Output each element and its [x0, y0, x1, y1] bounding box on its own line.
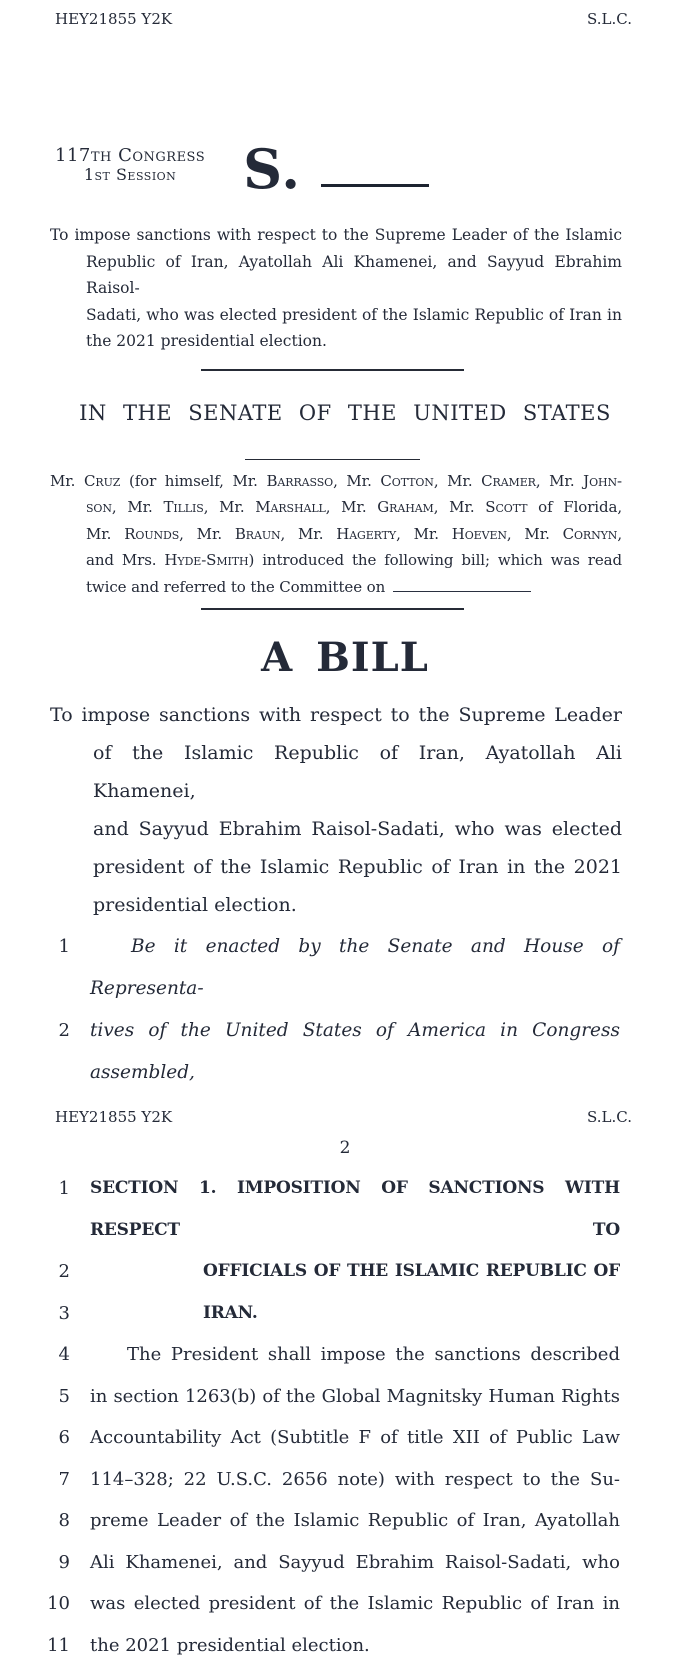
numbered-line: [0, 1583, 690, 1625]
line-number: 10: [0, 1583, 70, 1625]
line-number: 1: [0, 926, 70, 1010]
senator-name: Barrasso: [267, 472, 334, 490]
senator-name: Rounds: [124, 525, 179, 543]
text-segment: , Mr.: [536, 472, 583, 490]
congress-bill-row: [55, 146, 690, 192]
sponsor-line: [50, 468, 622, 495]
text-segment: , Mr.: [281, 525, 337, 543]
sponsor-line: [50, 521, 622, 548]
line-number: 9: [0, 1542, 70, 1584]
line-number: 11: [0, 1625, 70, 1666]
text-segment: and Mrs.: [86, 551, 164, 569]
text-segment: ,: [617, 525, 622, 543]
page-number: 2: [0, 1138, 690, 1158]
line-number: 6: [0, 1417, 70, 1459]
slc-code: S.L.C.: [587, 1108, 632, 1126]
enacting-text: Be it enacted by the Senate and House of Representa-: [90, 926, 620, 1010]
purpose-line: presidential election.: [50, 886, 622, 924]
senator-name: Scott: [485, 498, 527, 516]
line-number: 2: [0, 1010, 70, 1094]
numbered-line: [0, 1334, 690, 1376]
text-segment: twice and referred to the Committee on: [86, 578, 390, 596]
senator-name: Braun: [235, 525, 281, 543]
purpose-line: Sadati, who was elected president of the Islamic Republic of Iran in: [50, 302, 622, 329]
separator-rule: [201, 608, 464, 610]
line-number: 1: [0, 1168, 70, 1251]
text-segment: (for himself, Mr.: [120, 472, 266, 490]
separator-rule: [201, 369, 464, 371]
text-segment: ) introduced the following bill; which was read: [249, 551, 623, 569]
senator-name: Cramer: [481, 472, 536, 490]
draft-code: HEY21855 Y2K: [55, 1108, 172, 1126]
purpose-line: the 2021 presidential election.: [50, 328, 622, 355]
senator-name: John-: [583, 472, 622, 490]
senator-name: son: [86, 498, 112, 516]
senator-name: Cornyn: [563, 525, 618, 543]
senator-name: Hoeven: [452, 525, 507, 543]
section-line: IRAN.: [90, 1293, 620, 1335]
senator-name: Hagerty: [336, 525, 396, 543]
numbered-line: [0, 926, 690, 1010]
text-segment: , Mr.: [326, 498, 378, 516]
text-segment: , Mr.: [507, 525, 563, 543]
bill-purpose-paragraph: [50, 696, 622, 924]
bill-number-blank-line: [321, 184, 429, 187]
slc-code: S.L.C.: [587, 10, 632, 28]
purpose-line: of the Islamic Republic of Iran, Ayatollah Ali Khamenei,: [50, 734, 622, 810]
section-line: Accountability Act (Subtitle F of title XII of Public Law: [90, 1417, 620, 1459]
text-segment: , Mr.: [434, 472, 481, 490]
section-line: the 2021 presidential election.: [90, 1625, 620, 1666]
text-segment: of Florida,: [527, 498, 622, 516]
section-text: [0, 1168, 690, 1666]
line-number: 5: [0, 1376, 70, 1418]
bill-number: [243, 146, 429, 192]
text-segment: Mr.: [86, 525, 124, 543]
sponsor-line: [50, 494, 622, 521]
senator-name: Graham: [377, 498, 433, 516]
enacting-clause: [0, 926, 690, 1094]
enacting-text: tives of the United States of America in Congress assembled,: [90, 1010, 620, 1094]
section-line: was elected president of the Islamic Republic of Iran in: [90, 1583, 620, 1625]
numbered-line: [0, 1293, 690, 1335]
numbered-line: [0, 1500, 690, 1542]
purpose-line: Republic of Iran, Ayatollah Ali Khamenei, and Sayyud Ebrahim Raisol-: [50, 249, 622, 302]
separator-rule-thin: [245, 459, 420, 460]
purpose-line: To impose sanctions with respect to the Supreme Leader: [50, 696, 622, 734]
sponsor-line: [50, 547, 622, 574]
line-number: 7: [0, 1459, 70, 1501]
numbered-line: [0, 1459, 690, 1501]
senator-name: Marshall: [255, 498, 325, 516]
section-line: preme Leader of the Islamic Republic of Iran, Ayatollah: [90, 1500, 620, 1542]
sponsor-line: [50, 574, 622, 601]
page1-header: [0, 0, 690, 28]
numbered-line: [0, 1010, 690, 1094]
text-segment: , Mr.: [179, 525, 235, 543]
numbered-line: [0, 1168, 690, 1251]
purpose-line: and Sayyud Ebrahim Raisol-Sadati, who was elected: [50, 810, 622, 848]
section-line: OFFICIALS OF THE ISLAMIC REPUBLIC OF: [90, 1251, 620, 1293]
committee-blank-line: [393, 576, 531, 591]
section-line: SECTION 1. IMPOSITION OF SANCTIONS WITH RESPECT TO: [90, 1168, 620, 1251]
bill-prefix: S.: [243, 146, 301, 192]
numbered-line: [0, 1376, 690, 1418]
line-number: 8: [0, 1500, 70, 1542]
section-line: The President shall impose the sanctions described: [90, 1334, 620, 1376]
numbered-line: [0, 1251, 690, 1293]
text-segment: , Mr.: [396, 525, 452, 543]
draft-code: HEY21855 Y2K: [55, 10, 172, 28]
purpose-line: president of the Islamic Republic of Iran in the 2021: [50, 848, 622, 886]
text-segment: , Mr.: [333, 472, 380, 490]
section-line: in section 1263(b) of the Global Magnitsky Human Rights: [90, 1376, 620, 1418]
purpose-line: To impose sanctions with respect to the Supreme Leader of the Islamic: [50, 222, 622, 249]
text-segment: , Mr.: [434, 498, 486, 516]
congress-session-block: [55, 146, 205, 184]
session-number: 1st Session: [55, 166, 205, 184]
line-number: 3: [0, 1293, 70, 1335]
senator-name: Hyde-Smith: [164, 551, 248, 569]
sponsors-paragraph: [50, 468, 622, 601]
senator-name: Cotton: [380, 472, 433, 490]
numbered-line: [0, 1542, 690, 1584]
line-number: 2: [0, 1251, 70, 1293]
section-line: Ali Khamenei, and Sayyud Ebrahim Raisol-Sadati, who: [90, 1542, 620, 1584]
numbered-line: [0, 1625, 690, 1666]
purpose-statement: [50, 222, 622, 355]
senate-heading: IN THE SENATE OF THE UNITED STATES: [0, 401, 690, 425]
line-number: 4: [0, 1334, 70, 1376]
text-segment: , Mr.: [112, 498, 164, 516]
congress-number: 117th Congress: [55, 146, 205, 166]
text-segment: , Mr.: [204, 498, 256, 516]
text-segment: Mr.: [50, 472, 84, 490]
senator-name: Cruz: [84, 472, 120, 490]
page2-header: [0, 1108, 690, 1126]
section-line: 114–328; 22 U.S.C. 2656 note) with respect to the Su-: [90, 1459, 620, 1501]
numbered-line: [0, 1417, 690, 1459]
bill-heading: A BILL: [0, 632, 690, 684]
senator-name: Tillis: [163, 498, 203, 516]
